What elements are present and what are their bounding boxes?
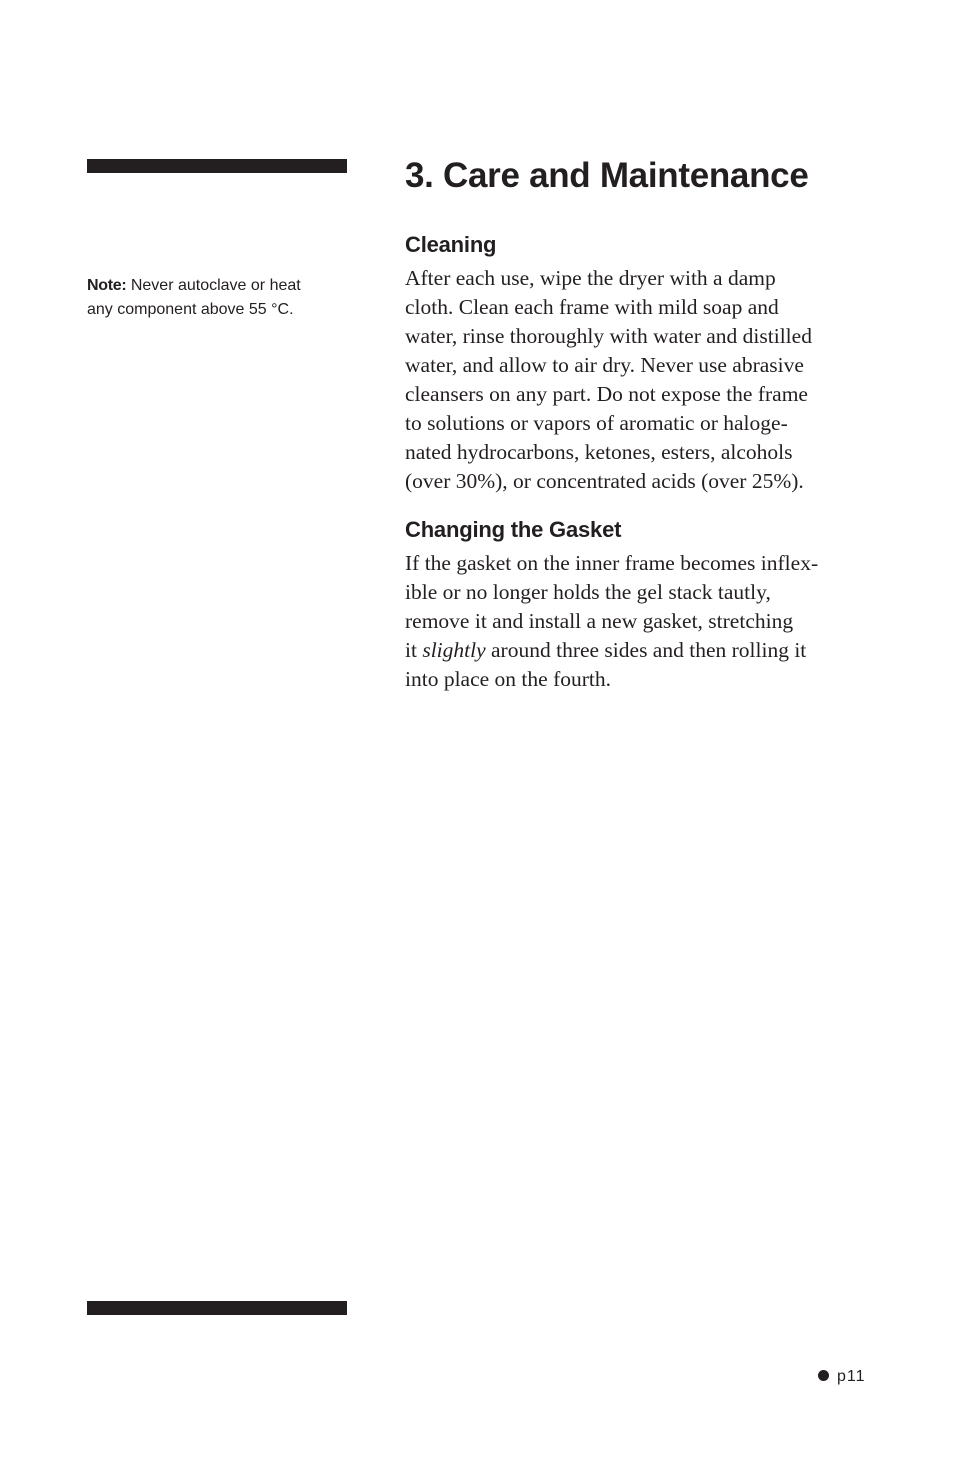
page-title: 3. Care and Maintenance bbox=[405, 156, 809, 195]
gasket-line: ible or no longer holds the gel stack tautly, bbox=[405, 580, 771, 604]
note-text-2: any component above 55 °C. bbox=[87, 301, 294, 318]
top-divider-bar bbox=[87, 159, 347, 173]
cleaning-line: water, rinse thoroughly with water and distilled bbox=[405, 324, 812, 348]
gasket-line-4-end: around three sides and then rolling it bbox=[485, 638, 807, 662]
gasket-line: into place on the fourth. bbox=[405, 667, 611, 691]
cleaning-line: After each use, wipe the dryer with a damp bbox=[405, 266, 776, 290]
gasket-line-4-start: it bbox=[405, 638, 423, 662]
main-content bbox=[405, 150, 865, 694]
cleaning-line: cloth. Clean each frame with mild soap and bbox=[405, 295, 779, 319]
cleaning-line: water, and allow to air dry. Never use abrasive bbox=[405, 353, 804, 377]
bottom-divider-bar bbox=[87, 1301, 347, 1315]
emphasis-slightly: slightly bbox=[422, 638, 486, 662]
cleaning-heading: Cleaning bbox=[405, 232, 497, 257]
cleaning-line: cleansers on any part. Do not expose the frame bbox=[405, 382, 808, 406]
note-text-1: Never autoclave or heat bbox=[126, 277, 301, 294]
page-number-text: p11 bbox=[837, 1368, 866, 1385]
gasket-line: remove it and install a new gasket, stretching bbox=[405, 609, 794, 633]
gasket-paragraph bbox=[405, 549, 865, 694]
margin-note-line-1 bbox=[87, 274, 337, 298]
cleaning-line: nated hydrocarbons, ketones, esters, alcohols bbox=[405, 440, 793, 464]
gasket-heading: Changing the Gasket bbox=[405, 517, 622, 542]
page-number bbox=[818, 1366, 866, 1388]
bullet-icon bbox=[818, 1370, 829, 1381]
gasket-line: If the gasket on the inner frame becomes inflex- bbox=[405, 551, 819, 575]
cleaning-line: to solutions or vapors of aromatic or haloge- bbox=[405, 411, 788, 435]
cleaning-paragraph bbox=[405, 264, 865, 496]
note-label: Note: bbox=[87, 277, 127, 294]
margin-note bbox=[87, 274, 337, 322]
cleaning-line: (over 30%), or concentrated acids (over 25%). bbox=[405, 469, 804, 493]
gasket-line bbox=[405, 636, 865, 665]
